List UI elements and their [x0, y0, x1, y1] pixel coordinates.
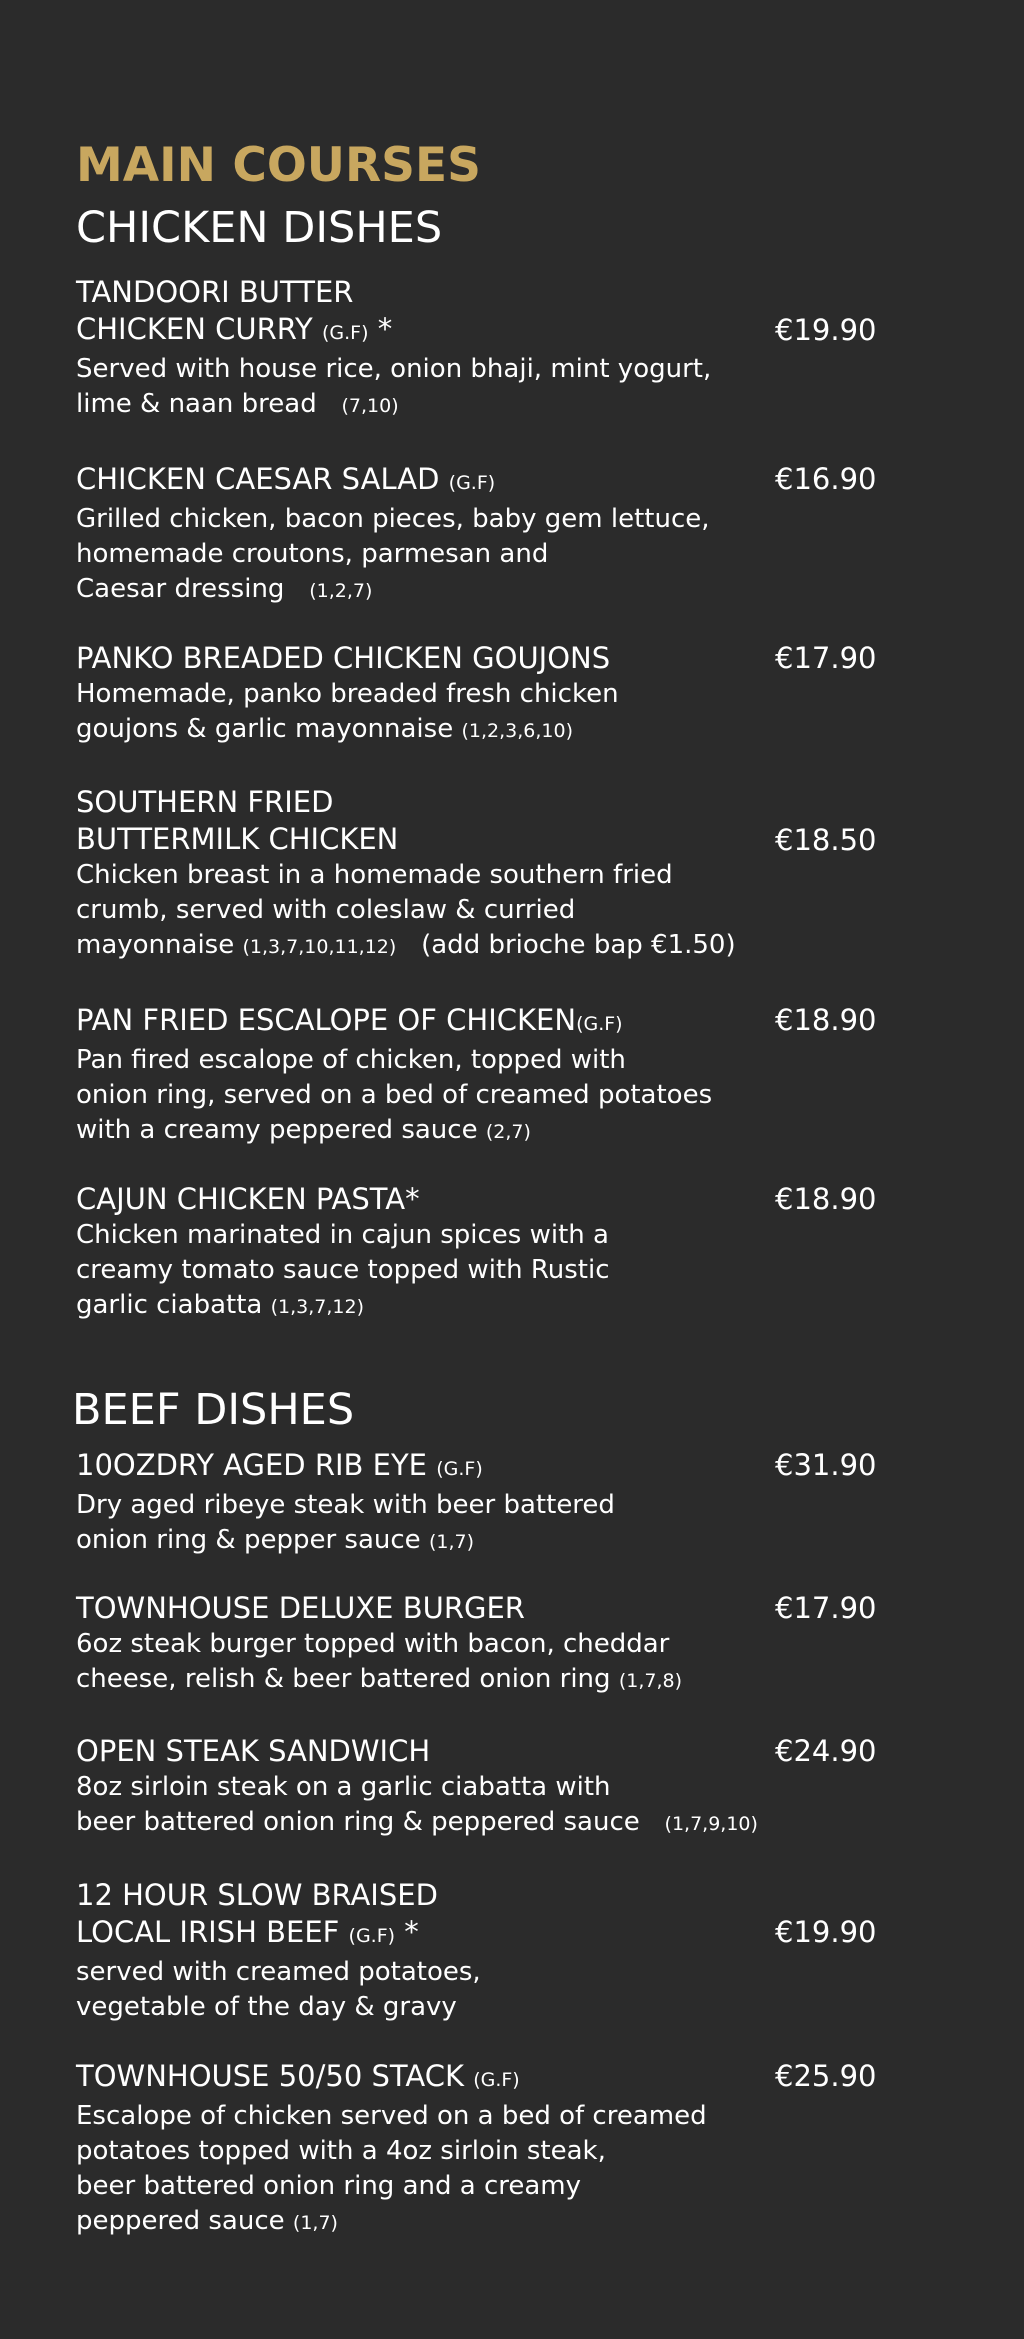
item-description: potatoes topped with a 4oz sirloin steak,	[76, 2136, 606, 2166]
item-name: 12 HOUR SLOW BRAISED	[76, 1878, 438, 1912]
item-description: Chicken breast in a homemade southern fried	[76, 860, 673, 890]
item-description: peppered sauce (1,7)	[76, 2206, 338, 2236]
item-name: CHICKEN CAESAR SALAD (G.F)	[76, 462, 496, 496]
item-description: onion ring, served on a bed of creamed potatoes	[76, 1080, 713, 1110]
item-description: garlic ciabatta (1,3,7,12)	[76, 1290, 364, 1320]
menu-item	[76, 274, 906, 424]
gluten-free-tag: (G.F)	[321, 322, 369, 344]
item-description: vegetable of the day & gravy	[76, 1992, 457, 2022]
item-name-line2: LOCAL IRISH BEEF (G.F) *	[76, 1915, 419, 1949]
item-name-line2: CHICKEN CURRY (G.F) *	[76, 312, 393, 346]
gluten-free-tag: (G.F)	[436, 1458, 483, 1480]
item-price: €31.90	[775, 1448, 877, 1482]
item-price: €19.90	[775, 1915, 877, 1949]
item-name: PANKO BREADED CHICKEN GOUJONS	[76, 641, 611, 675]
section-heading-beef: BEEF DISHES	[72, 1385, 355, 1435]
item-description: Escalope of chicken served on a bed of creamed	[76, 2101, 707, 2131]
gluten-free-tag: (G.F)	[576, 1013, 623, 1035]
page-title: MAIN COURSES	[76, 138, 481, 193]
item-description: beer battered onion ring and a creamy	[76, 2171, 582, 2201]
item-description: 6oz steak burger topped with bacon, cheddar	[76, 1629, 670, 1659]
allergen-codes: (7,10)	[341, 395, 399, 417]
item-description: Grilled chicken, bacon pieces, baby gem lettuce,	[76, 504, 710, 534]
item-description: Homemade, panko breaded fresh chicken	[76, 679, 619, 709]
item-description: lime & naan bread (7,10)	[76, 389, 399, 419]
item-description: goujons & garlic mayonnaise (1,2,3,6,10)	[76, 714, 573, 744]
item-price: €25.90	[775, 2059, 877, 2093]
item-description: Pan fired escalope of chicken, topped with	[76, 1045, 626, 1075]
item-description: crumb, served with coleslaw & curried	[76, 895, 576, 925]
item-description: mayonnaise (1,3,7,10,11,12) (add brioche bap €1.50)	[76, 930, 736, 960]
allergen-codes: (1,2,7)	[309, 580, 373, 602]
item-price: €24.90	[775, 1734, 877, 1768]
allergen-codes: (1,7,8)	[618, 1670, 682, 1692]
item-price: €17.90	[775, 1591, 877, 1625]
allergen-codes: (2,7)	[485, 1121, 531, 1143]
gluten-free-tag: (G.F)	[473, 2069, 520, 2091]
item-name: TANDOORI BUTTER	[76, 275, 354, 309]
item-description: Dry aged ribeye steak with beer battered	[76, 1490, 615, 1520]
item-description: homemade croutons, parmesan and	[76, 539, 549, 569]
item-price: €16.90	[775, 462, 877, 496]
item-name: TOWNHOUSE 50/50 STACK (G.F)	[76, 2059, 520, 2093]
gluten-free-tag: (G.F)	[348, 1925, 396, 1947]
item-price: €19.90	[775, 313, 877, 347]
item-price: €17.90	[775, 641, 877, 675]
allergen-codes: (1,7,9,10)	[664, 1813, 758, 1835]
allergen-codes: (1,2,3,6,10)	[461, 720, 573, 742]
gluten-free-tag: (G.F)	[448, 472, 496, 494]
item-description: served with creamed potatoes,	[76, 1957, 481, 1987]
allergen-codes: (1,3,7,10,11,12)	[242, 936, 397, 958]
allergen-codes: (1,7)	[292, 2212, 338, 2234]
item-price: €18.90	[775, 1003, 877, 1037]
item-name: 10OZDRY AGED RIB EYE (G.F)	[76, 1448, 483, 1482]
allergen-codes: (1,7)	[428, 1531, 474, 1553]
item-name: TOWNHOUSE DELUXE BURGER	[76, 1591, 525, 1625]
item-description: onion ring & pepper sauce (1,7)	[76, 1525, 474, 1555]
section-heading-chicken: CHICKEN DISHES	[76, 203, 443, 253]
item-description: cheese, relish & beer battered onion ring (1,7,8)	[76, 1664, 682, 1694]
menu-item	[76, 1877, 906, 2025]
item-description: Served with house rice, onion bhaji, mint yogurt,	[76, 354, 712, 384]
item-name: OPEN STEAK SANDWICH	[76, 1734, 431, 1768]
allergen-codes: (1,3,7,12)	[270, 1296, 364, 1318]
menu-item	[76, 784, 906, 965]
item-description: with a creamy peppered sauce (2,7)	[76, 1115, 531, 1145]
item-name: CAJUN CHICKEN PASTA*	[76, 1182, 420, 1216]
item-name: PAN FRIED ESCALOPE OF CHICKEN(G.F)	[76, 1003, 623, 1037]
add-on-note: (add brioche bap €1.50)	[421, 930, 736, 960]
item-description: creamy tomato sauce topped with Rustic	[76, 1255, 610, 1285]
item-description: Chicken marinated in cajun spices with a	[76, 1220, 609, 1250]
item-name: SOUTHERN FRIED	[76, 785, 334, 819]
item-name-line2: BUTTERMILK CHICKEN	[76, 822, 399, 856]
item-description: Caesar dressing (1,2,7)	[76, 574, 373, 604]
item-description: beer battered onion ring & peppered sauce (1,7,9,10)	[76, 1807, 758, 1837]
item-description: 8oz sirloin steak on a garlic ciabatta with	[76, 1772, 611, 1802]
item-price: €18.90	[775, 1182, 877, 1216]
item-price: €18.50	[775, 823, 877, 857]
